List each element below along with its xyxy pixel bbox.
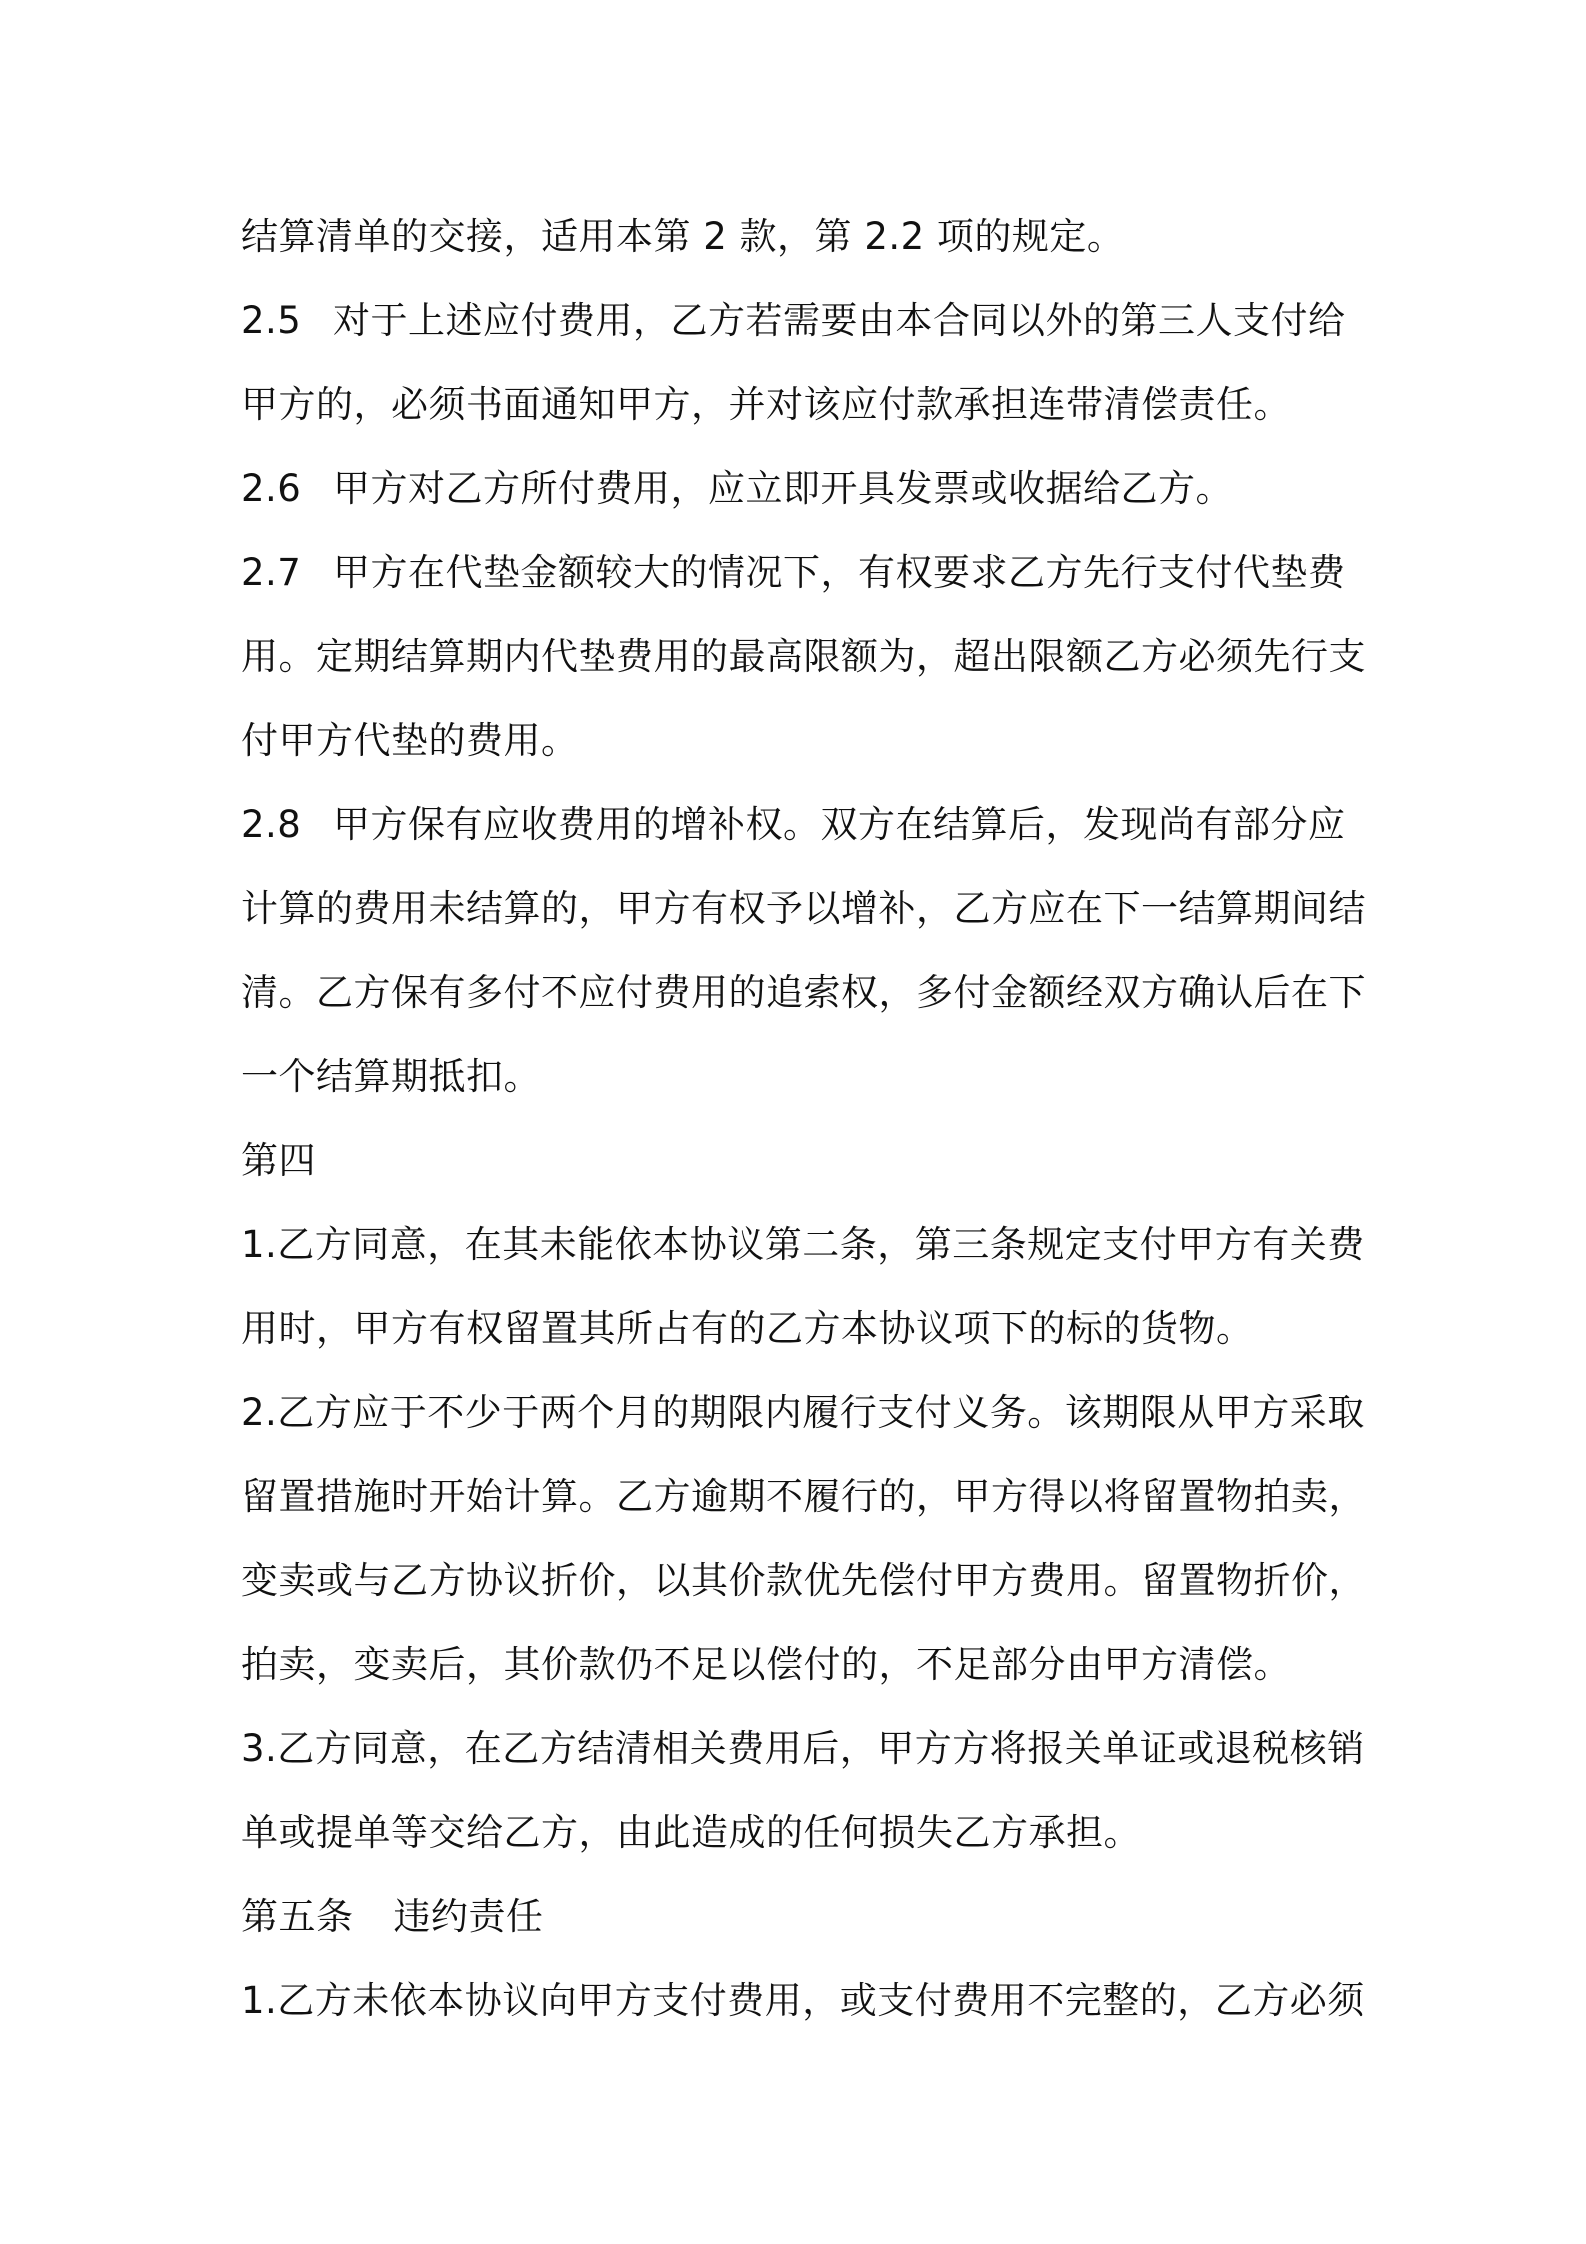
clause-number: 2.6: [241, 467, 302, 510]
article-heading: 第四: [241, 1139, 316, 1182]
text-line: 甲方在代垫金额较大的情况下，有权要求乙方先行支付代垫费: [333, 551, 1346, 594]
clause-number: 2.7: [241, 551, 302, 594]
text-line: 1.乙方同意，在其未能依本协议第二条，第三条规定支付甲方有关费: [241, 1223, 1365, 1266]
text-line: 对于上述应付费用，乙方若需要由本合同以外的第三人支付给: [333, 299, 1346, 342]
text-line: 拍卖，变卖后，其价款仍不足以偿付的，不足部分由甲方清偿。: [241, 1643, 1291, 1686]
text-line: 甲方的，必须书面通知甲方，并对该应付款承担连带清偿责任。: [241, 383, 1291, 426]
text-line: 计算的费用未结算的，甲方有权予以增补，乙方应在下一结算期间结: [241, 887, 1366, 930]
text-line: 甲方保有应收费用的增补权。双方在结算后，发现尚有部分应: [333, 803, 1346, 846]
text-line: 变卖或与乙方协议折价，以其价款优先偿付甲方费用。留置物折价，: [241, 1559, 1366, 1602]
text-line: 留置措施时开始计算。乙方逾期不履行的，甲方得以将留置物拍卖，: [241, 1475, 1366, 1518]
article-title: 违约责任: [393, 1895, 544, 1938]
text-line: 用时，甲方有权留置其所占有的乙方本协议项下的标的货物。: [241, 1307, 1254, 1350]
text-line: 付甲方代垫的费用。: [241, 719, 579, 762]
text-line: 用。定期结算期内代垫费用的最高限额为，超出限额乙方必须先行支: [241, 635, 1366, 678]
text-line: 3.乙方同意，在乙方结清相关费用后，甲方方将报关单证或退税核销: [241, 1727, 1365, 1770]
text-line: 结算清单的交接，适用本第 2 款，第 2.2 项的规定。: [241, 215, 1125, 258]
text-line: 1.乙方未依本协议向甲方支付费用，或支付费用不完整的，乙方必须: [241, 1979, 1365, 2022]
clause-2-5-line: [241, 279, 1361, 363]
clause-2-6-line: [241, 447, 1361, 531]
text-line: 甲方对乙方所付费用，应立即开具发票或收据给乙方。: [333, 467, 1233, 510]
text-line: 单或提单等交给乙方，由此造成的任何损失乙方承担。: [241, 1811, 1141, 1854]
text-line: 一个结算期抵扣。: [241, 1055, 541, 1098]
clause-number: 2.5: [241, 299, 302, 342]
clause-2-8-line: [241, 783, 1361, 867]
article-5-heading: [241, 1875, 1361, 1959]
article-number: 第五条: [241, 1895, 354, 1938]
clause-number: 2.8: [241, 803, 302, 846]
text-line: 2.乙方应于不少于两个月的期限内履行支付义务。该期限从甲方采取: [241, 1391, 1365, 1434]
document-body: [241, 195, 1366, 2043]
clause-2-7-line: [241, 531, 1361, 615]
text-line: 清。乙方保有多付不应付费用的追索权，多付金额经双方确认后在下: [241, 971, 1366, 1014]
